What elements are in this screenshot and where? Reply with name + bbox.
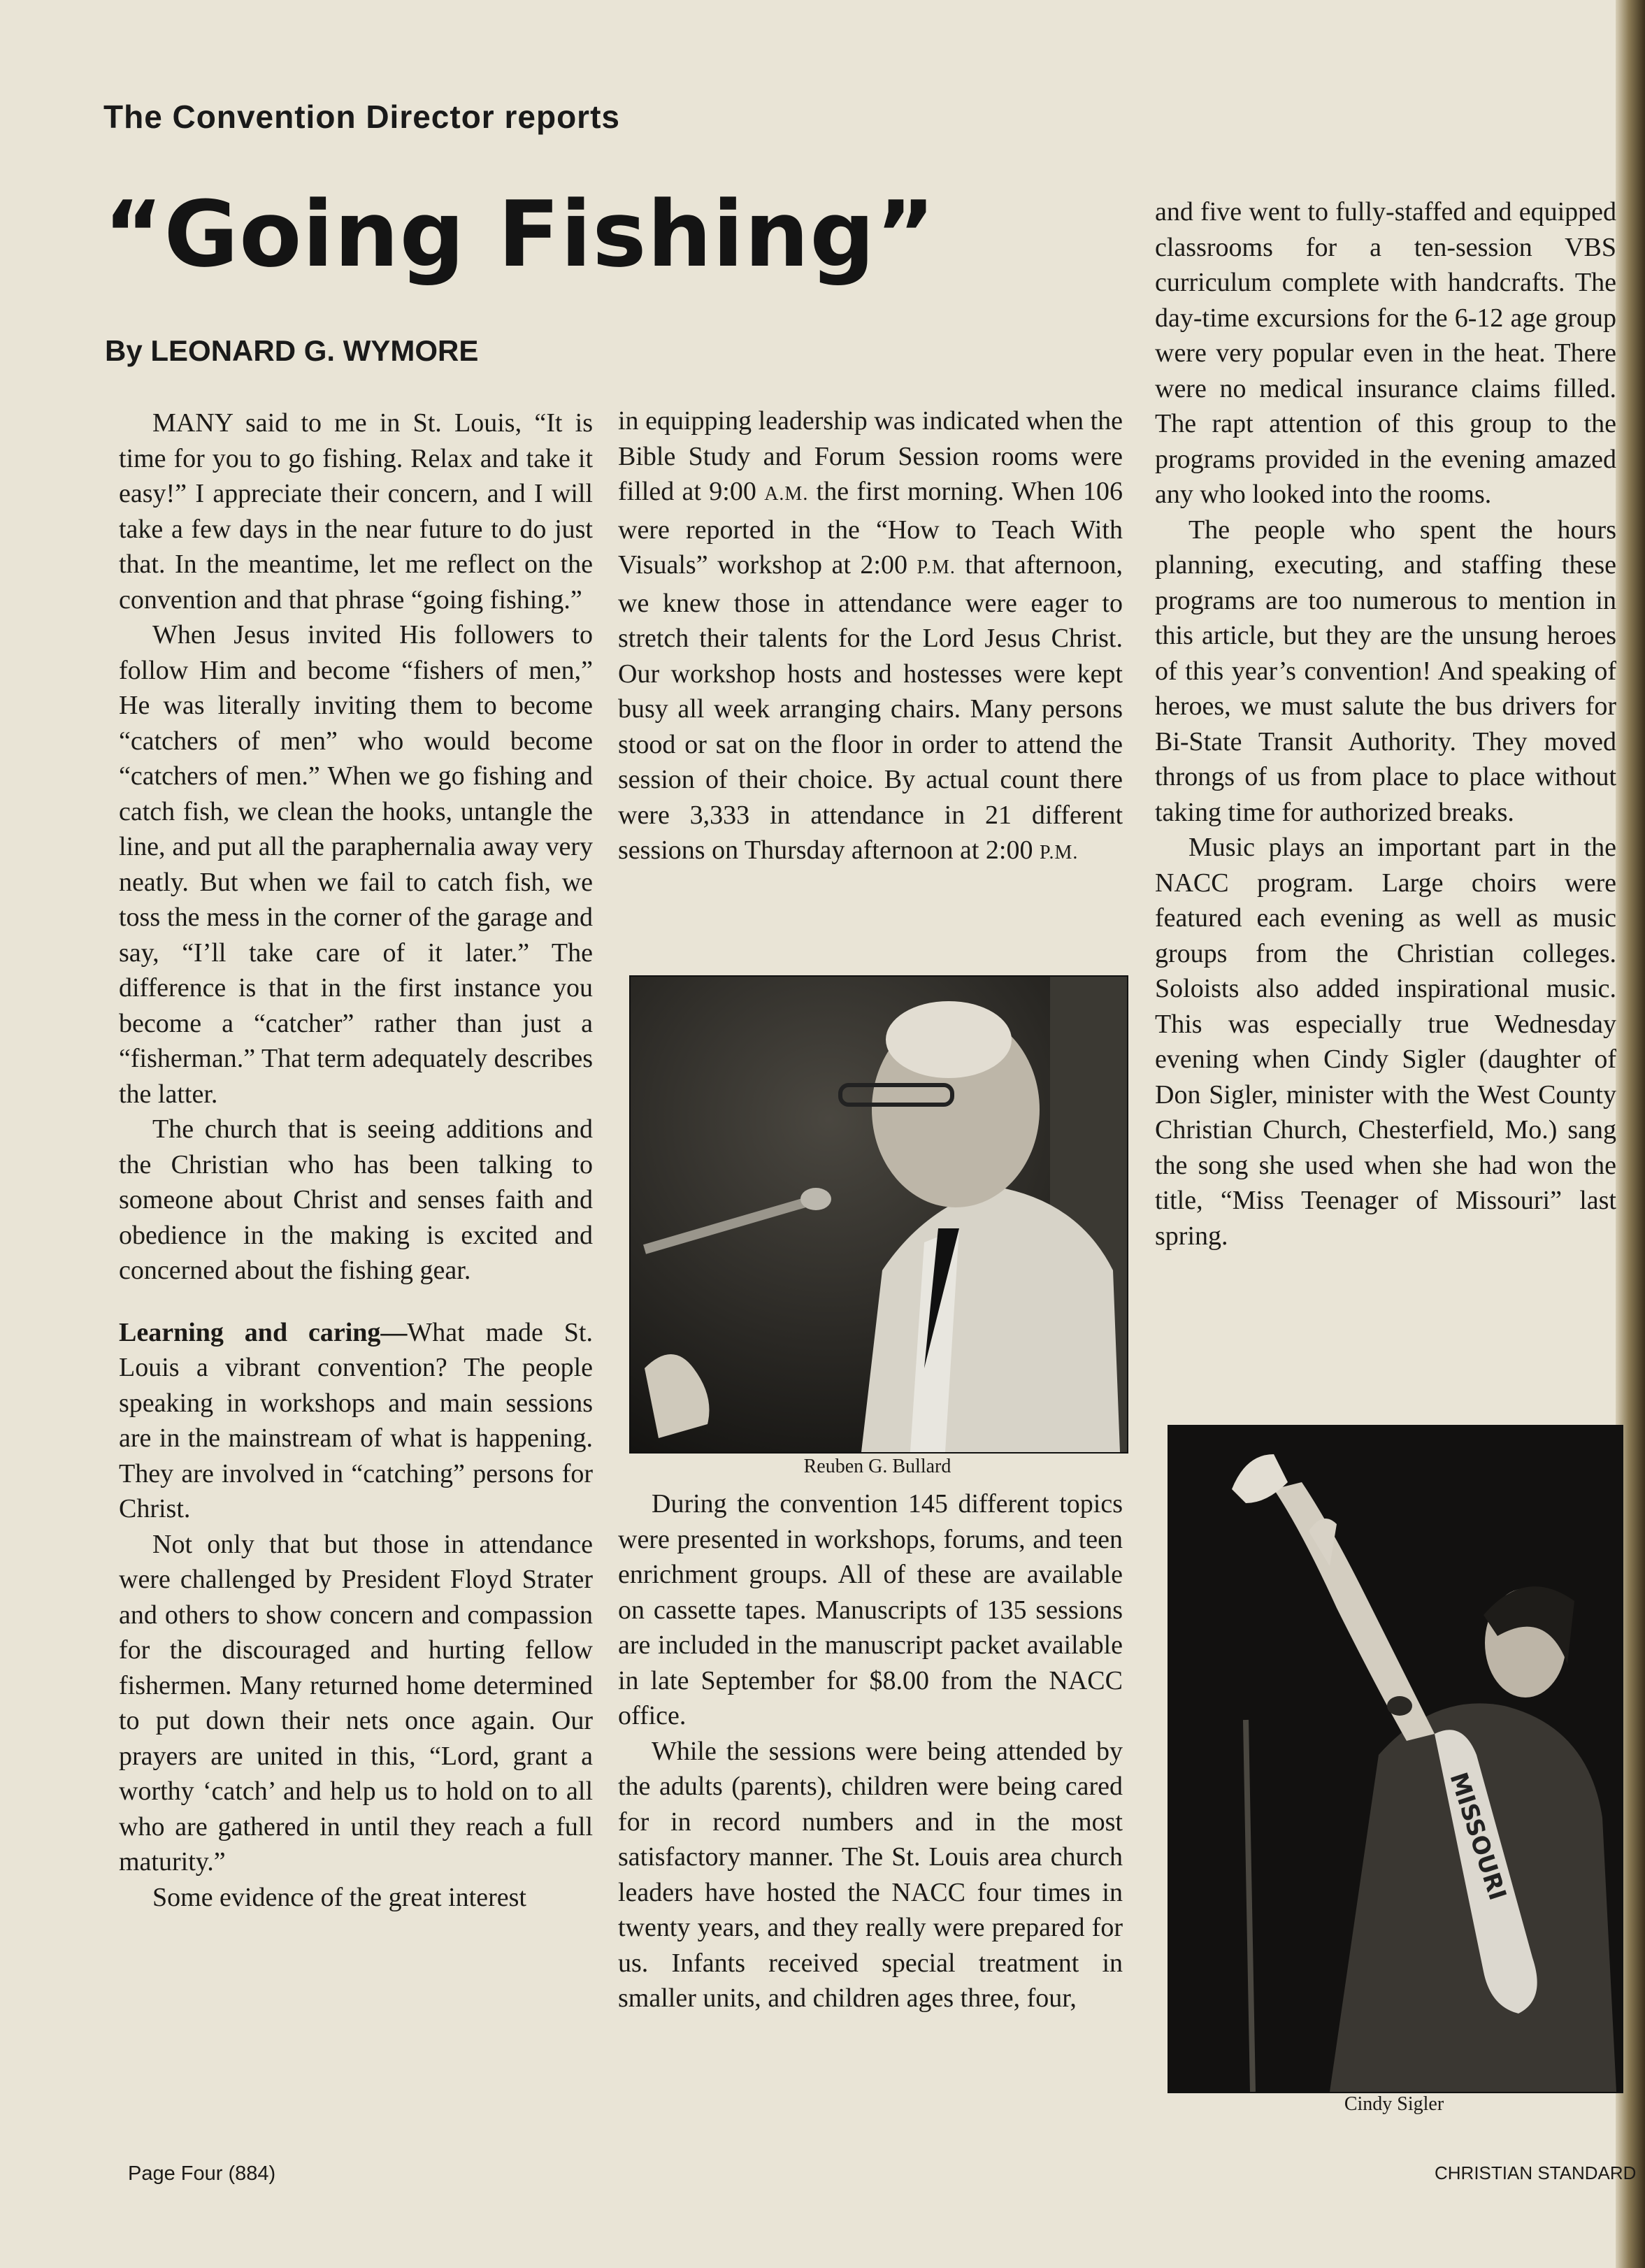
column-2-top bbox=[618, 403, 1123, 871]
subhead-paragraph-text: What made St. Louis a vibrant convention? The people speaking in workshops and main sessions are in the mainstream of what is happening. They are involved in “catching” persons for Christ. bbox=[119, 1317, 593, 1523]
paragraph: Music plays an important part in the NACC program. Large choirs were featured each evening as well as music groups from the Christian colleges. Soloists also added inspirational music. This was especially true Wednesday evening when Cindy Sigler (daughter of Don Sigler, minister with the West County Christian Church, Chesterfield, Mo.) sang the song she used when she had won the title, “Miss Teenager of Missouri” last spring. bbox=[1155, 833, 1616, 1251]
section-kicker: The Convention Director reports bbox=[103, 99, 620, 135]
photo-cindy-sigler bbox=[1168, 1425, 1623, 2093]
article-title: “Going Fishing” bbox=[103, 181, 936, 287]
paragraph: While the sessions were being attended by the adults (parents), children were being cared for in record numbers and in the most satisfactory manner. The St. Louis area church leaders have hosted the NACC four times in twenty years, and they really were prepared for us. Infants received special treatment in smaller units, and children ages three, four, bbox=[618, 1736, 1123, 2013]
subhead-paragraph bbox=[119, 1315, 593, 1527]
speaker-photo-illustration bbox=[631, 977, 1127, 1452]
paragraph: The church that is seeing additions and the Christian who has been talking to someone about Christ and senses faith and obedience in the making is excited and concerned about the fishing gear. bbox=[119, 1114, 593, 1285]
photo-caption: Cindy Sigler bbox=[1344, 2093, 1444, 2115]
paragraph: Some evidence of the great interest bbox=[152, 1882, 526, 1912]
sash-lettering: MISSOURI bbox=[1444, 1769, 1511, 1904]
paragraph: Not only that but those in attendance were challenged by President Floyd Strater and others to show concern and compassion for the discouraged and hurting fellow fishermen. Many returned home determined to put down their nets once again. Our prayers are united in this, “Lord, grant a worthy ‘catch’ and help us to hold on to all who are gathered in until they reach a full maturity.” bbox=[119, 1529, 593, 1876]
publication-name: CHRISTIAN STANDARD bbox=[1435, 2162, 1637, 2183]
paragraph: When Jesus invited His followers to follow Him and become “fishers of men,” He was literally inviting them to become “catchers of men” who would become “catchers of men.” When we go fishing and catch fish, we clean the hooks, untangle the line, and put all the paraphernalia away very neatly. But when we fail to catch fish, we toss the mess in the corner of the garage and say, “I’ll take care of it later.” The difference is that in the first instance you become a “catcher” rather than just a “fisherman.” That term adequately describes the latter. bbox=[119, 620, 593, 1109]
column-1 bbox=[119, 405, 593, 1915]
paragraph: MANY said to me in St. Louis, “It is time for you to go fishing. Relax and take it easy!” I appreciate their concern, and I will take a few days in the near future to do just that. In the meantime, let me reflect on the convention and that phrase “going fishing.” bbox=[119, 408, 593, 615]
paragraph bbox=[618, 403, 1123, 871]
byline: By LEONARD G. WYMORE bbox=[105, 334, 479, 367]
time-abbrev: A.M. bbox=[764, 483, 809, 505]
time-abbrev: P.M. bbox=[1040, 842, 1079, 863]
page-number: Page Four (884) bbox=[128, 2162, 276, 2185]
paragraph: and five went to fully-staffed and equipped classrooms for a ten-session VBS curriculum complete with handcrafts. The day-time excursions for the 6-12 age group were very popular even in the heat. There were no medical insurance claims filled. The rapt attention of this group to the programs provided in the evening amazed any who looked into the rooms. bbox=[1155, 197, 1616, 509]
paragraph: The people who spent the hours planning, executing, and staffing these programs are too numerous to mention in this article, but they are the unsung heroes of this year’s convention! And speaking of heroes, we must salute the bus drivers for Bi-State Transit Authority. They moved throngs of us from place to place without taking time for authorized breaks. bbox=[1155, 515, 1616, 827]
time-abbrev: P.M. bbox=[917, 557, 956, 578]
column-2-bottom bbox=[618, 1486, 1123, 2016]
text-run: that afternoon, we knew those in attendance were eager to stretch their talents for the Lord Jesus Christ. Our workshop hosts and hostesses were kept busy all week arranging chairs. Many persons stood or sat on the floor in order to attend the session of their choice. By actual count there were 3,333 in attendance in 21 different sessions on Thursday afternoon at 2:00 bbox=[618, 550, 1123, 865]
paragraph: During the convention 145 different topics were presented in workshops, forums, and teen enrichment groups. All of these are available on cassette tapes. Manuscripts of 135 sessions are included in the manuscript packet available in late September for $8.00 from the NACC office. bbox=[618, 1489, 1123, 1730]
column-3 bbox=[1155, 194, 1616, 1254]
photo-reuben-bullard bbox=[629, 975, 1128, 1454]
subhead-runin: Learning and caring— bbox=[119, 1317, 408, 1347]
photo-caption: Reuben G. Bullard bbox=[803, 1456, 951, 1477]
text-run: the first morning. When 106 were reported in the “How to Teach With Visuals” workshop at 2:00 bbox=[618, 477, 1123, 580]
text-run: in equipping leadership was indicated when the Bible Study and Forum Session rooms were filled at 9:00 bbox=[618, 406, 1123, 506]
singer-photo-illustration bbox=[1169, 1426, 1622, 2092]
